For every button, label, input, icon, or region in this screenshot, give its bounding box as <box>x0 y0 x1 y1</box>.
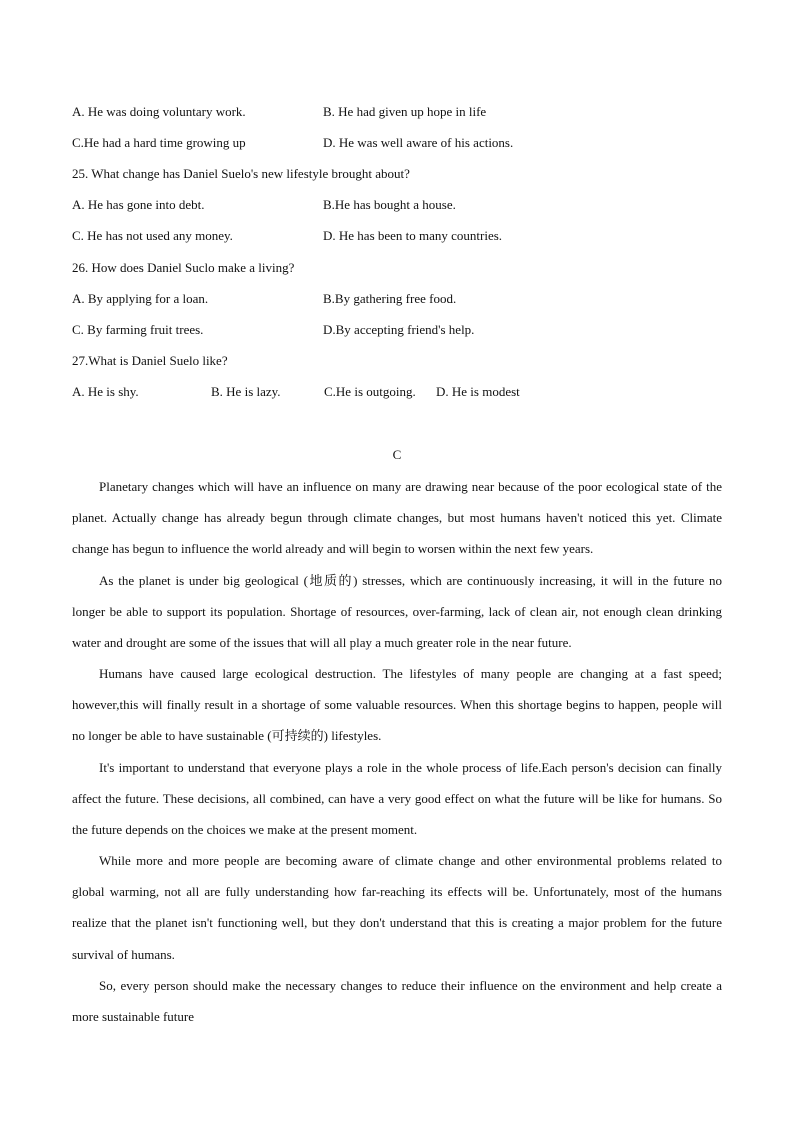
q26-option-a: A. By applying for a loan. <box>72 291 209 306</box>
q25-option-d: D. He has been to many countries. <box>323 228 503 243</box>
q26-option-d: D.By accepting friend's help. <box>323 322 475 337</box>
q26-option-c: C. By farming fruit trees. <box>72 322 204 337</box>
q26-question: 26. How does Daniel Suclo make a living? <box>72 260 295 275</box>
passage-paragraph-6: So, every person should make the necessary changes to reduce their influence on the environment and help create a more sustainable future <box>72 978 722 1025</box>
q27-option-c: C.He is outgoing. <box>324 384 416 399</box>
q25-option-c: C. He has not used any money. <box>72 228 233 243</box>
q24-option-c: C.He had a hard time growing up <box>72 135 246 150</box>
q25-option-b: B.He has bought a house. <box>323 197 456 212</box>
passage-paragraph-1: Planetary changes which will have an influence on many are drawing near because of the poor ecological state of the planet. Actually change has already begun through climate changes, but most humans haven't noticed this yet. Climate change has begun to influence the world already and will begin to worsen within the next few years. <box>72 479 722 557</box>
passage-paragraph-5: While more and more people are becoming aware of climate change and other environmental problems related to global warming, not all are fully understanding how far-reaching its effects will be. Unfortunately, most of the humans realize that the planet isn't functioning well, but they don't understand that this is creating a major problem for the future survival of humans. <box>72 853 722 962</box>
q25-option-a: A. He has gone into debt. <box>72 197 205 212</box>
q24-option-a: A. He was doing voluntary work. <box>72 104 246 119</box>
q24-option-b: B. He had given up hope in life <box>323 104 487 119</box>
q27-option-d: D. He is modest <box>436 384 520 399</box>
q27-option-b: B. He is lazy. <box>211 384 281 399</box>
section-c-heading: C <box>392 447 402 462</box>
q24-option-d: D. He was well aware of his actions. <box>323 135 514 150</box>
passage-paragraph-3: Humans have caused large ecological destruction. The lifestyles of many people are changing at a fast speed; however,this will finally result in a shortage of some valuable resources. When this shortage begins to happen, people will no longer be able to have sustainable (可持续的) lifestyles. <box>72 666 722 744</box>
q25-question: 25. What change has Daniel Suelo's new lifestyle brought about? <box>72 166 410 181</box>
q27-option-a: A. He is shy. <box>72 384 139 399</box>
passage-paragraph-4: It's important to understand that everyone plays a role in the whole process of life.Each person's decision can finally affect the future. These decisions, all combined, can have a very good effect on what the future will be like for humans. So the future depends on the choices we make at the present moment. <box>72 760 722 838</box>
q27-question: 27.What is Daniel Suelo like? <box>72 353 228 368</box>
q26-option-b: B.By gathering free food. <box>323 291 457 306</box>
passage-paragraph-2: As the planet is under big geological (地质的) stresses, which are continuously increasing, it will in the future no longer be able to support its population. Shortage of resources, over-farming, lack of clean air, not enough clean drinking water and drought are some of the issues that will all play a much greater role in the near future. <box>72 573 722 651</box>
